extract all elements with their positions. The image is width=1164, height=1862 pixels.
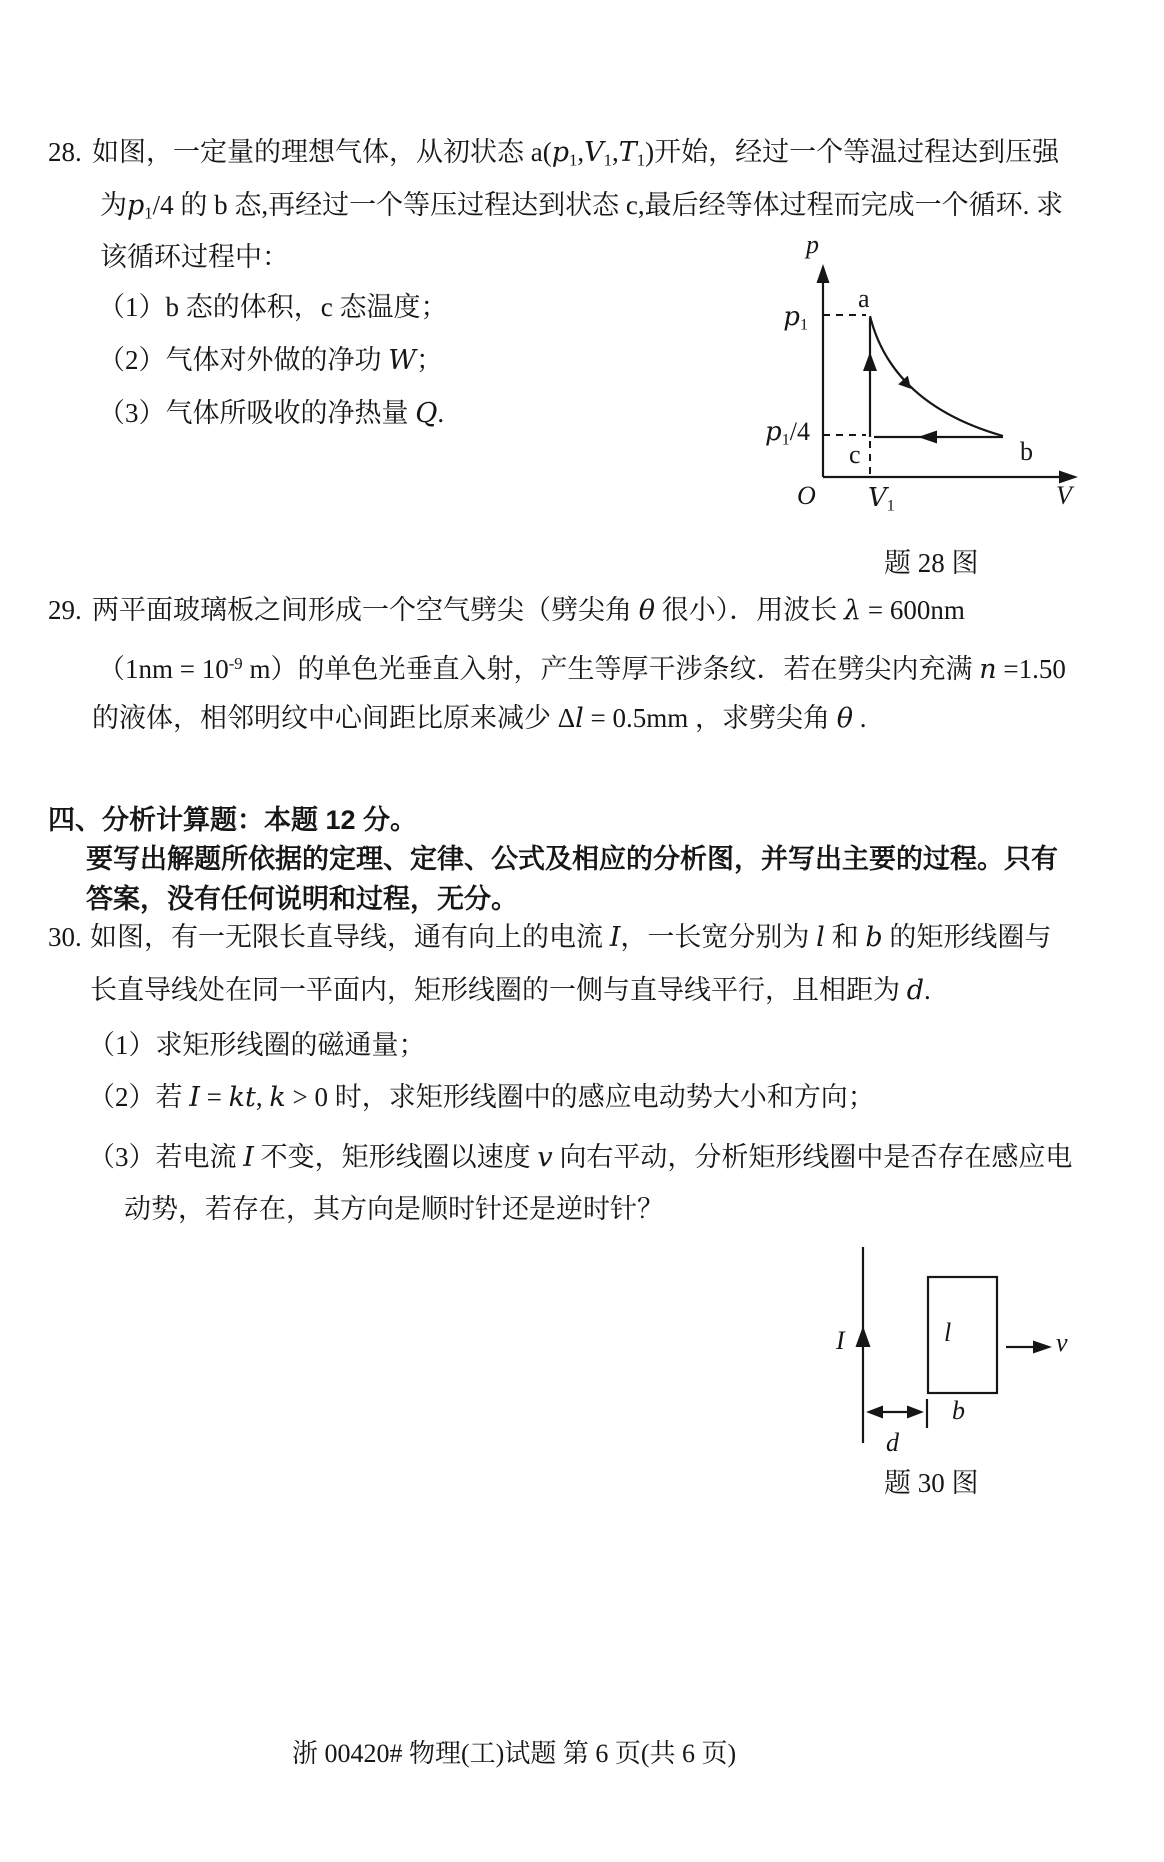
section-4-heading: 四、分析计算题：本题 12 分。 <box>48 805 418 835</box>
coil-velocity-label: v <box>1056 1328 1068 1357</box>
wire-coil-diagram <box>750 1242 1090 1462</box>
isobar-arrowhead-left <box>918 431 937 444</box>
current-arrowhead-up <box>856 1326 871 1347</box>
question-29-line-2: （$1nm = 10^{-9}$ m）的单色光垂直入射，产生等厚干涉条纹．若在劈尖内充满 n =1.50 <box>98 654 1066 686</box>
question-30-item-3-continued: 动势，若存在，其方向是顺时针还是逆时针？ <box>124 1194 664 1224</box>
question-29-line-1: 两平面玻璃板之间形成一个空气劈尖（劈尖角 θ 很小）．用波长 λ = 600nm <box>92 595 965 626</box>
pv-v1-label: V1 <box>868 483 895 515</box>
pv-ylabel: p <box>806 230 819 259</box>
question-28-item-3: （3）气体所吸收的净热量 Q. <box>98 398 445 429</box>
figure-28-caption: 题 28 图 <box>884 548 979 578</box>
p-axis-arrowhead <box>817 264 830 283</box>
question-29-line-3: 的液体，相邻明纹中心间距比原来减少 Δl = 0.5mm ，求劈尖角 θ . <box>92 703 867 734</box>
question-30-line-1: 如图，有一无限长直导线，通有向上的电流 I，一长宽分别为 l 和 b 的矩形线圈与 <box>90 922 1052 953</box>
pv-origin-label: O <box>797 481 816 510</box>
distance-arrowhead-left <box>866 1406 883 1419</box>
section-4-note-2: 答案，没有任何说明和过程，无分。 <box>86 884 518 914</box>
question-28-line-3: 该循环过程中： <box>100 242 289 272</box>
question-30-item-1: （1）求矩形线圈的磁通量； <box>88 1030 426 1060</box>
question-28-item-1: （1）b 态的体积，c 态温度； <box>98 292 448 322</box>
isochoric-arrowhead-up <box>863 352 877 371</box>
coil-distance-label: d <box>886 1428 899 1457</box>
question-28-line-1: 如图，一定量的理想气体，从初状态 a(p1,V1,T1)开始，经过一个等温过程达到压强 <box>92 137 1060 170</box>
coil-width-label: b <box>952 1396 965 1425</box>
pv-point-a-label: a <box>858 284 870 313</box>
pv-p1-label: p1 <box>783 302 808 334</box>
pv-diagram <box>750 212 1100 504</box>
coil-length-label: l <box>944 1318 952 1347</box>
question-28-line-2: 为p1/4 的 b 态,再经过一个等压过程达到状态 c,最后经等体过程而完成一个循环. 求 <box>100 190 1064 223</box>
question-29-number: 29. <box>48 595 82 625</box>
section-4-note-1: 要写出解题所依据的定理、定律、公式及相应的分析图，并写出主要的过程。只有 <box>86 844 1058 874</box>
velocity-arrowhead <box>1033 1341 1052 1354</box>
pv-p1-over-4-label: p1/4 <box>765 417 810 449</box>
question-28-number: 28. <box>48 137 82 167</box>
distance-arrowhead-right <box>907 1406 924 1419</box>
isotherm-curve-a-to-b <box>870 316 1003 436</box>
question-30-item-2: （2）若 I = kt, k > 0 时，求矩形线圈中的感应电动势大小和方向； <box>88 1082 875 1113</box>
pv-point-b-label: b <box>1020 437 1033 466</box>
figure-30-caption: 题 30 图 <box>884 1468 979 1498</box>
question-30-line-2: 长直导线处在同一平面内，矩形线圈的一侧与直导线平行，且相距为 d. <box>90 975 931 1006</box>
page-footer: 浙 00420# 物理(工)试题 第 6 页(共 6 页) <box>292 1739 737 1768</box>
pv-point-c-label: c <box>849 440 861 469</box>
question-28-item-2: （2）气体对外做的净功 W； <box>98 345 444 376</box>
question-30-number: 30. <box>48 922 82 952</box>
coil-current-label: I <box>836 1326 845 1355</box>
coil-rect <box>928 1277 997 1393</box>
question-30-item-3: （3）若电流 I 不变，矩形线圈以速度 v 向右平动，分析矩形线圈中是否存在感应电 <box>88 1142 1073 1173</box>
pv-xlabel: V <box>1056 481 1072 510</box>
